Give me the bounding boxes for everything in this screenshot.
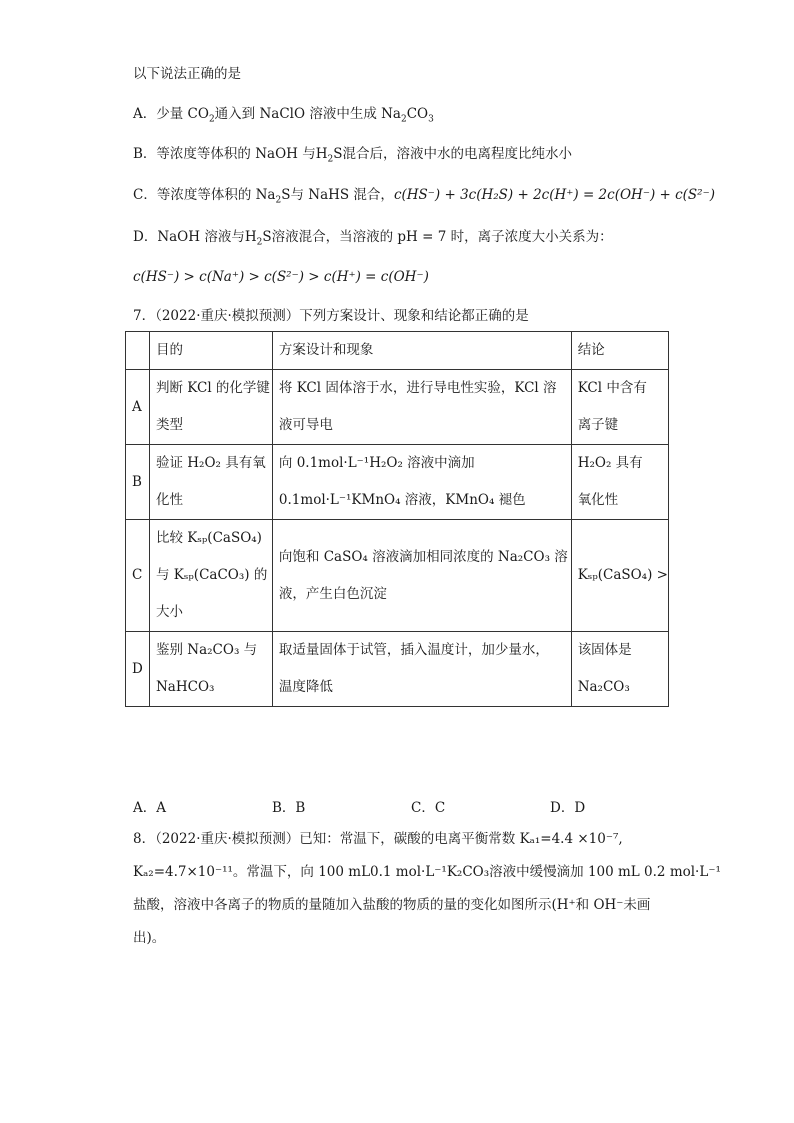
option-a: A．少量 $CO_2$通入到 NaClO 溶液中生成 $Na_2CO_3$ bbox=[133, 106, 434, 125]
row-conclusion: 该固体是 Na₂CO₃ bbox=[571, 632, 668, 707]
table-header-row bbox=[126, 332, 669, 370]
option-c: C．等浓度等体积的 $Na_2S$与 NaHS 混合，c(HS⁻) + 3c(H₂S) + 2c(H⁺) = 2c(OH⁻) + c(S²⁻) bbox=[133, 187, 715, 206]
option-d-equation: c(HS⁻) > c(Na⁺) > c(S²⁻) > c(H⁺) = c(OH⁻) bbox=[133, 269, 429, 285]
question-8-line-1: 8．（2022·重庆·模拟预测）已知：常温下，碳酸的电离平衡常数 Kₐ₁=4.4 ×10⁻⁷, bbox=[133, 831, 623, 847]
table-header-plan: 方案设计和现象 bbox=[272, 332, 571, 370]
row-label: C bbox=[126, 520, 150, 632]
question-8-line-3: 盐酸，溶液中各离子的物质的量随加入盐酸的物质的量的变化如图所示(H⁺和 OH⁻未画 bbox=[133, 897, 651, 913]
table-header-conclusion: 结论 bbox=[571, 332, 668, 370]
option-c-equation: c(HS⁻) + 3c(H₂S) + 2c(H⁺) = 2c(OH⁻) + c(S²⁻) bbox=[393, 187, 715, 203]
option-b: B．等浓度等体积的 NaOH 与$H_2S$混合后，溶液中水的电离程度比纯水小 bbox=[133, 146, 572, 165]
table-row bbox=[126, 370, 669, 445]
row-conclusion: KCl 中含有 离子键 bbox=[571, 370, 668, 445]
row-label: D bbox=[126, 632, 150, 707]
row-purpose: 验证 H₂O₂ 具有氧 化性 bbox=[149, 445, 272, 520]
table-header-cell bbox=[126, 332, 150, 370]
table-row bbox=[126, 520, 669, 632]
row-label: A bbox=[126, 370, 150, 445]
option-d: D．NaOH 溶液与$H_2S$溶液混合，当溶液的 pH = 7 时，离子浓度大小关系为： bbox=[133, 229, 613, 248]
question-6-stem: 以下说法正确的是 bbox=[133, 66, 241, 82]
question-7-choices bbox=[133, 798, 653, 818]
question-7-table bbox=[125, 331, 669, 707]
question-8-line-4: 出)。 bbox=[133, 930, 166, 946]
table-header-purpose: 目的 bbox=[149, 332, 272, 370]
row-purpose: 判断 KCl 的化学键 类型 bbox=[149, 370, 272, 445]
row-purpose: 鉴别 Na₂CO₃ 与 NaHCO₃ bbox=[149, 632, 272, 707]
table-row bbox=[126, 632, 669, 707]
table-row bbox=[126, 445, 669, 520]
row-conclusion: H₂O₂ 具有 氧化性 bbox=[571, 445, 668, 520]
row-plan: 取适量固体于试管，插入温度计，加少量水， 温度降低 bbox=[272, 632, 571, 707]
question-8-line-2: Kₐ₂=4.7×10⁻¹¹。常温下，向 100 mL0.1 mol·L⁻¹K₂CO₃溶液中缓慢滴加 100 mL 0.2 mol·L⁻¹ bbox=[133, 864, 721, 880]
row-purpose: 比较 Kₛₚ(CaSO₄) 与 Kₛₚ(CaCO₃) 的 大小 bbox=[149, 520, 272, 632]
row-plan: 向饱和 CaSO₄ 溶液滴加相同浓度的 Na₂CO₃ 溶 液，产生白色沉淀 bbox=[272, 520, 571, 632]
choice-a[interactable]: A．A bbox=[133, 800, 166, 816]
row-plan: 将 KCl 固体溶于水，进行导电性实验，KCl 溶 液可导电 bbox=[272, 370, 571, 445]
question-7-stem: 7．（2022·重庆·模拟预测）下列方案设计、现象和结论都正确的是 bbox=[133, 308, 529, 324]
choice-c[interactable]: C．C bbox=[411, 800, 446, 816]
row-plan: 向 0.1mol·L⁻¹H₂O₂ 溶液中滴加 0.1mol·L⁻¹KMnO₄ 溶液，KMnO₄ 褪色 bbox=[272, 445, 571, 520]
choice-d[interactable]: D．D bbox=[550, 800, 586, 816]
row-conclusion: Kₛₚ(CaSO₄) > bbox=[571, 520, 668, 632]
choice-b[interactable]: B．B bbox=[272, 800, 306, 816]
row-label: B bbox=[126, 445, 150, 520]
